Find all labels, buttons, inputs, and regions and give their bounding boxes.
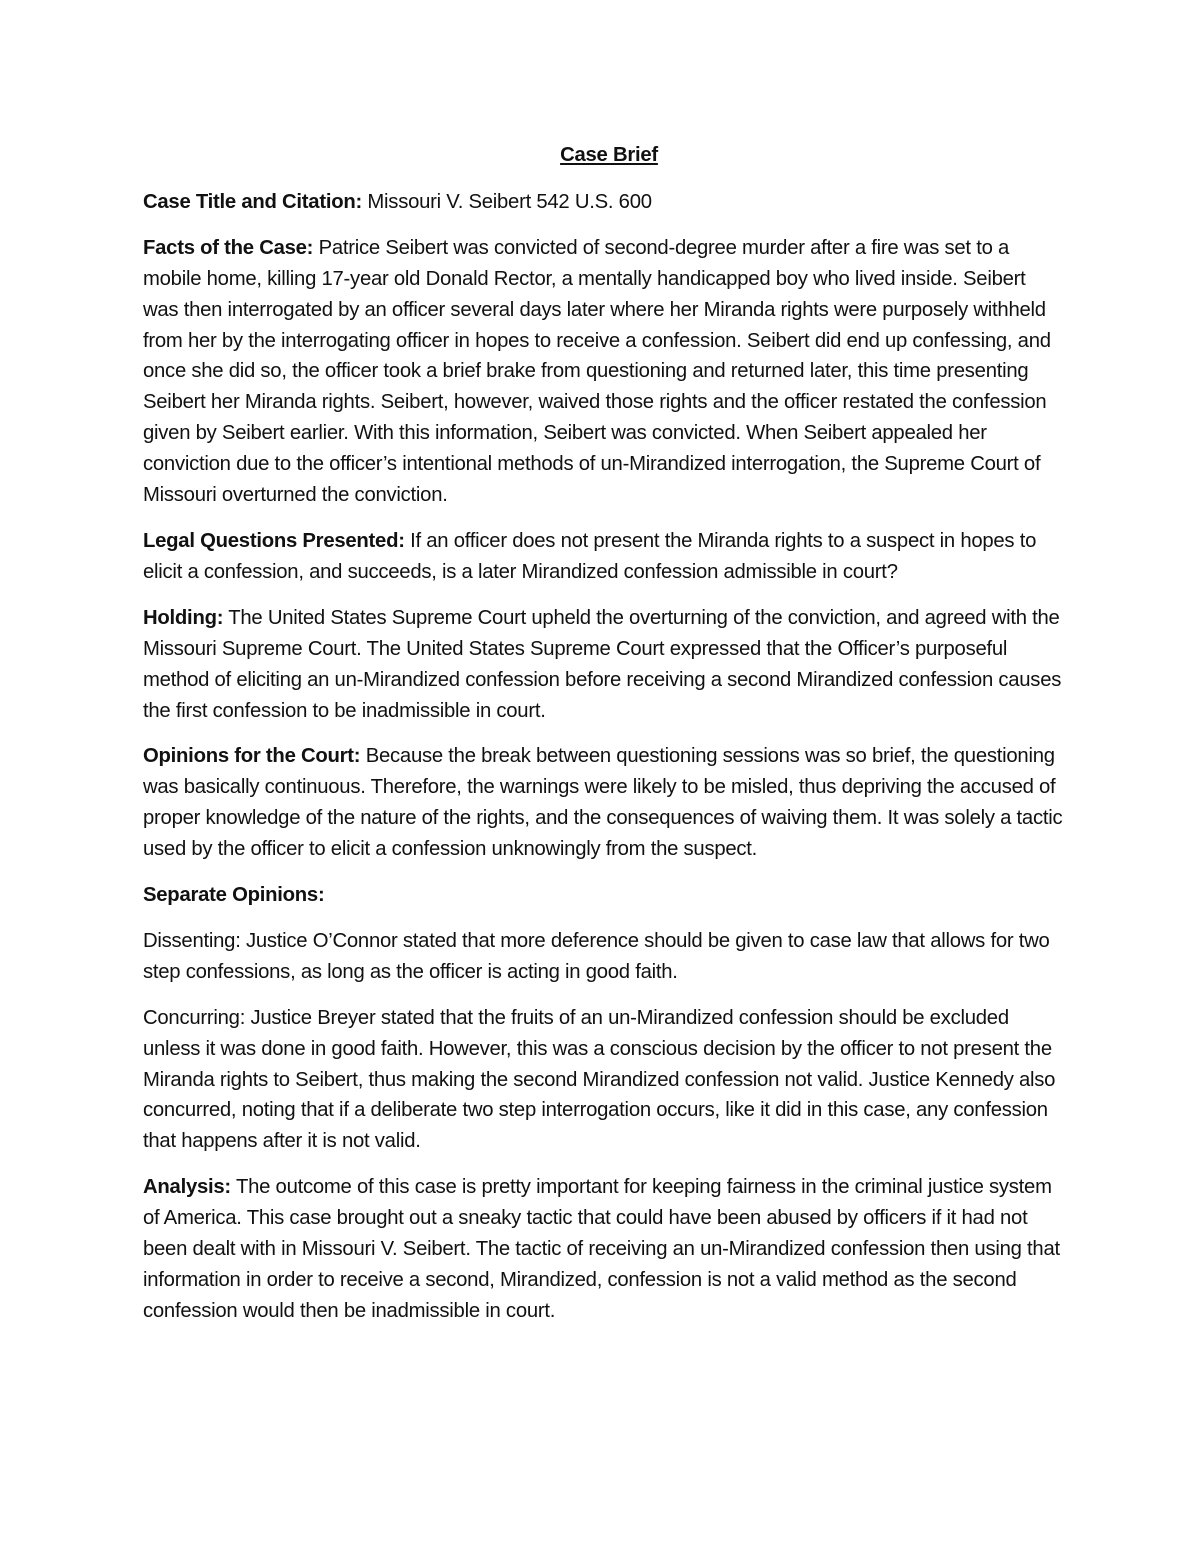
section-text: Missouri V. Seibert 542 U.S. 600	[362, 190, 652, 213]
section-text: Dissenting: Justice O’Connor stated that more deference should be given to case law that allows for two step confessions, as long as the officer is acting in good faith.	[143, 929, 1050, 983]
section-label: Case Title and Citation:	[143, 190, 363, 213]
section-text: The outcome of this case is pretty important for keeping fairness in the criminal justice system of America. This case brought out a sneaky tactic that could have been abused by officers if it had not been dealt with in Missouri V. Seibert. The tactic of receiving an un-Mirandized confession then using that information in order to receive a second, Mirandized, confession is not a valid method as the second confession would then be inadmissible in court.	[143, 1176, 1060, 1322]
section-facts	[143, 233, 1063, 511]
section-text: Patrice Seibert was convicted of second-degree murder after a fire was set to a mobile home, killing 17-year old Donald Rector, a mentally handicapped boy who lived inside. Seibert was then interrogated by an officer several days later where her Miranda rights were purposely withheld from her by the interrogating officer in hopes to receive a confession. Seibert did end up confessing, and once she did so, the officer took a brief brake from questioning and returned later, this time presenting Seibert her Miranda rights. Seibert, however, waived those rights and the officer restated the confession given by Seibert earlier. With this information, Seibert was convicted. When Seibert appealed her conviction due to the officer’s intentional methods of un-Mirandized interrogation, the Supreme Court of Missouri overturned the conviction.	[143, 236, 1051, 507]
section-legal-questions	[143, 526, 1063, 588]
section-dissenting	[143, 926, 1063, 988]
section-label: Legal Questions Presented:	[143, 529, 405, 552]
section-label: Opinions for the Court:	[143, 745, 361, 768]
section-concurring	[143, 1003, 1063, 1158]
document-title: Case Brief	[560, 144, 658, 166]
section-analysis	[143, 1172, 1063, 1327]
section-case-title	[143, 187, 1063, 218]
section-label: Holding:	[143, 606, 224, 629]
section-text: Because the break between questioning sessions was so brief, the questioning was basically continuous. Therefore, the warnings were likely to be misled, thus depriving the accused of proper knowledge of the nature of the rights, and the consequences of waiving them. It was solely a tactic used by the officer to elicit a confession unknowingly from the suspect.	[143, 745, 1063, 861]
section-label: Separate Opinions:	[143, 884, 325, 907]
section-separate-opinions	[143, 880, 1063, 911]
section-label: Analysis:	[143, 1176, 231, 1199]
document-page	[143, 140, 1063, 1342]
section-label: Facts of the Case:	[143, 236, 314, 259]
section-text: Concurring: Justice Breyer stated that the fruits of an un-Mirandized confession should be excluded unless it was done in good faith. However, this was a conscious decision by the officer to not present the Miranda rights to Seibert, thus making the second Mirandized confession not valid. Justice Kennedy also concurred, noting that if a deliberate two step interrogation occurs, like it did in this case, any confession that happens after it is not valid.	[143, 1006, 1056, 1153]
section-holding	[143, 603, 1063, 727]
section-opinions	[143, 741, 1063, 865]
section-text: If an officer does not present the Miranda rights to a suspect in hopes to elicit a confession, and succeeds, is a later Mirandized confession admissible in court?	[143, 529, 1037, 583]
section-text: The United States Supreme Court upheld the overturning of the conviction, and agreed with the Missouri Supreme Court. The United States Supreme Court expressed that the Officer’s purposeful method of eliciting an un-Mirandized confession before receiving a second Mirandized confession causes the first confession to be inadmissible in court.	[143, 606, 1062, 722]
